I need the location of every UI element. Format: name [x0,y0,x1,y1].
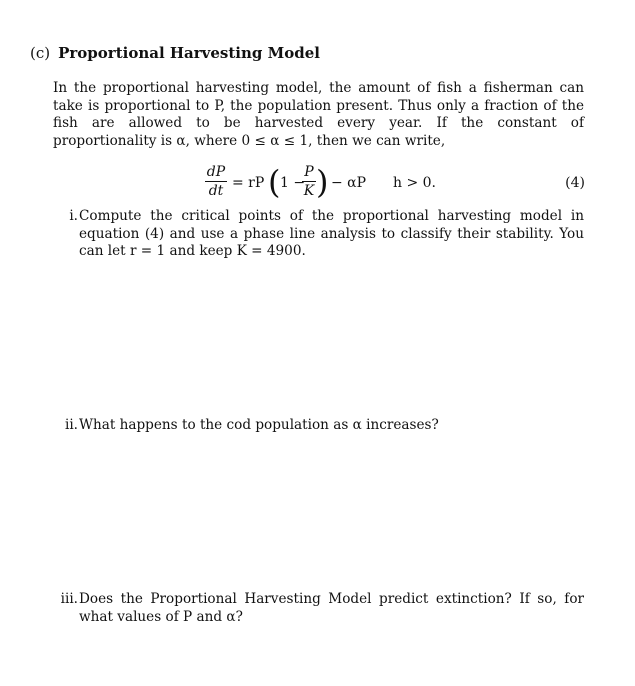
equation-number: (4) [565,175,585,191]
section-letter: (c) [30,44,51,62]
question-2 [53,417,584,435]
harvest-term: − αP [331,175,367,191]
section-title: Proportional Harvesting Model [58,44,320,62]
question-1-numeral: i. [69,208,78,224]
right-paren: ) [316,163,329,201]
question-1-text: Compute the critical points of the proportional harvesting model in equation (4) and use a phase line analysis to classify their stability. You can let r = 1 and keep K = 4900. [79,208,584,259]
harvest-equation [205,162,585,206]
inner-numerator: P [304,164,314,180]
equals-rp: = rP [232,175,265,191]
inner-fraction [302,164,316,199]
inner-denominator: K [303,183,315,199]
question-2-text: What happens to the cod population as α increases? [79,417,439,433]
one-minus: 1 − [280,175,306,191]
lhs-denominator: dt [208,183,224,199]
section-heading [30,44,320,62]
left-paren: ( [268,163,281,201]
question-3 [53,591,584,626]
lhs-fraction [205,164,227,199]
condition: h > 0. [393,175,437,191]
intro-paragraph: In the proportional harvesting model, the amount of fish a fisherman can take is proportional to P, the population present. Thus only a fraction of the fish are allowed to be harvested every year. If the constant of proportionality is α, where 0 ≤ α ≤ 1, then we can write, [53,80,584,149]
question-2-numeral: ii. [64,417,78,433]
question-3-numeral: iii. [60,591,78,607]
question-3-text: Does the Proportional Harvesting Model predict extinction? If so, for what values of P and α? [79,591,584,625]
lhs-numerator: dP [206,164,226,180]
question-1 [53,208,584,261]
